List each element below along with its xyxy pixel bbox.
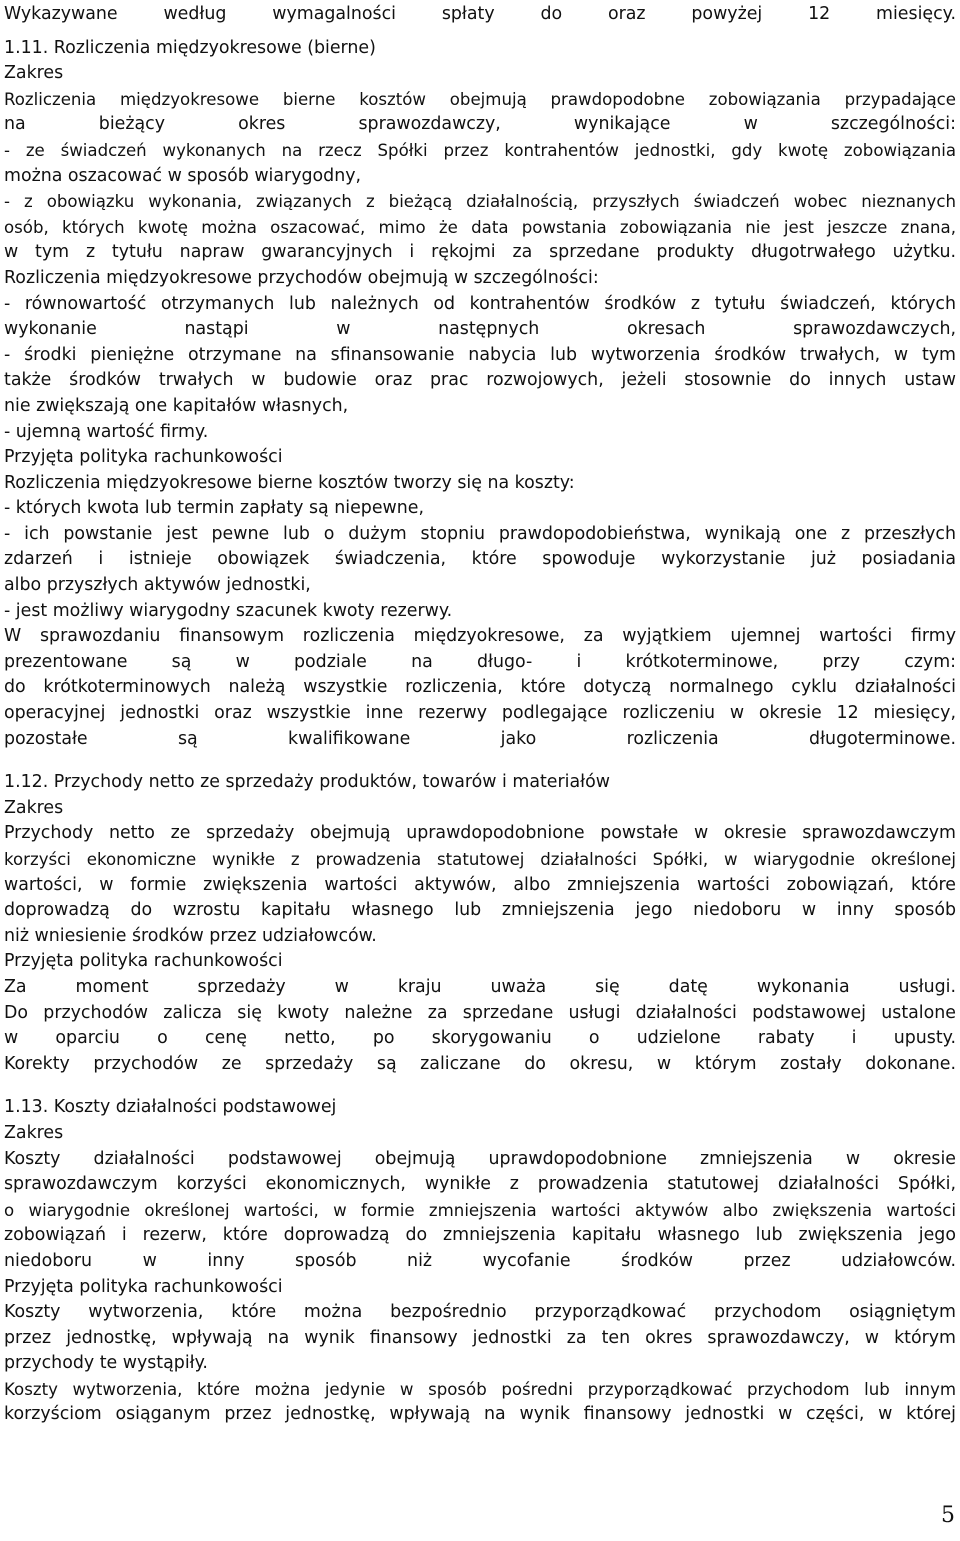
text-line: Wykazywane według wymagalności spłaty do oraz powyżej 12 miesięcy. [4, 4, 956, 24]
subheading-policy: Przyjęta polityka rachunkowości [4, 447, 283, 468]
text-line: albo przyszłych aktywów jednostki, [4, 575, 311, 596]
text-line: wykonanie nastąpi w następnych okresach sprawozdawczych, [4, 319, 956, 340]
text-line: - z obowiązku wykonania, związanych z bieżącą działalnością, przyszłych świadczeń wobec nieznanych [4, 192, 956, 212]
text-line: niż wniesienie środków przez udziałowców. [4, 925, 377, 946]
subheading-policy: Przyjęta polityka rachunkowości [4, 951, 283, 972]
text-line: korzyści ekonomiczne wynikłe z prowadzenia statutowej działalności Spółki, w wiarygodnie określonej [4, 850, 956, 869]
subheading-zakres: Zakres [4, 797, 64, 818]
text-line: pozostałe są kwalifikowane jako rozliczenia długoterminowe. [4, 728, 956, 749]
text-line: prezentowane są w podziale na długo- i krótkoterminowe, przy czym: [4, 651, 956, 672]
text-line: także środków trwałych w budowie oraz prac rozwojowych, jeżeli stosownie do innych ustaw [4, 370, 956, 391]
section-heading: 1.13. Koszty działalności podstawowej [4, 1097, 337, 1118]
text-line: - ich powstanie jest pewne lub o dużym stopniu prawdopodobieństwa, wynikają one z przeszłych [4, 523, 956, 544]
text-line: - ze świadczeń wykonanych na rzecz Spółki przez kontrahentów jednostki, gdy kwotę zobowiązania [4, 140, 956, 160]
text-line: niedoboru w inny sposób niż wycofanie środków przez udziałowców. [4, 1250, 956, 1271]
text-line: nie zwiększają one kapitałów własnych, [4, 395, 349, 416]
text-line: Do przychodów zalicza się kwoty należne za sprzedane usługi działalności podstawowej ustalone [4, 1002, 956, 1023]
text-line: w oparciu o cenę netto, po skorygowaniu o udzielone rabaty i upusty. [4, 1028, 956, 1049]
text-line: zdarzeń i istnieje obowiązek świadczenia, które spowoduje wykorzystanie już posiadania [4, 549, 956, 570]
text-line: - środki pieniężne otrzymane na sfinansowanie nabycia lub wytworzenia środków trwałych, w tym [4, 344, 956, 365]
text-line: Za moment sprzedaży w kraju uważa się datę wykonania usługi. [4, 976, 956, 997]
text-line: Koszty wytworzenia, które można jedynie w sposób pośredni przyporządkować przychodom lub innym [4, 1379, 956, 1399]
text-line: przez jednostkę, wpływają na wynik finansowy jednostki za ten okres sprawozdawczy, w którym [4, 1327, 956, 1348]
text-line: Rozliczenia międzyokresowe bierne kosztów tworzy się na koszty: [4, 472, 575, 493]
text-line: do krótkoterminowych należą wszystkie rozliczenia, które dotyczą normalnego cyklu działalności [4, 677, 956, 698]
text-line: Korekty przychodów ze sprzedaży są zaliczane do okresu, w którym zostały dokonane. [4, 1053, 956, 1074]
text-line: na bieżący okres sprawozdawczy, wynikające w szczególności: [4, 114, 956, 135]
subheading-policy: Przyjęta polityka rachunkowości [4, 1276, 283, 1297]
subheading-zakres: Zakres [4, 63, 64, 84]
text-line: w tym z tytułu napraw gwarancyjnych i rękojmi za sprzedane produkty długotrwałego użytku. [4, 242, 956, 263]
text-line: W sprawozdaniu finansowym rozliczenia międzyokresowe, za wyjątkiem ujemnej wartości firmy [4, 626, 956, 647]
section-heading: 1.12. Przychody netto ze sprzedaży produktów, towarów i materiałów [4, 772, 610, 793]
text-line: - których kwota lub termin zapłaty są niepewne, [4, 498, 424, 519]
text-line: Rozliczenia międzyokresowe przychodów obejmują w szczególności: [4, 267, 599, 288]
text-line: można oszacować w sposób wiarygodny, [4, 165, 362, 186]
page-number: 5 [941, 1503, 955, 1528]
subheading-zakres: Zakres [4, 1122, 64, 1143]
text-line: wartości, w formie zwiększenia wartości aktywów, albo zmniejszenia wartości zobowiązań, które [4, 874, 956, 895]
document-page [4, 2, 956, 1428]
text-line: Rozliczenia międzyokresowe bierne kosztów obejmują prawdopodobne zobowiązania przypadające [4, 89, 956, 109]
section-heading: 1.11. Rozliczenia międzyokresowe (bierne) [4, 37, 376, 58]
text-line: zobowiązań i rezerw, które doprowadzą do zmniejszenia kapitału własnego lub zwiększenia jego [4, 1225, 956, 1246]
text-line: osób, których kwotę można oszacować, mimo że data powstania zobowiązania nie jest jeszcze znana, [4, 217, 956, 237]
text-line: operacyjnej jednostki oraz wszystkie inne rezerwy podlegające rozliczeniu w okresie 12 miesięcy, [4, 703, 956, 724]
text-line: Koszty wytworzenia, które można bezpośrednio przyporządkować przychodom osiągniętym [4, 1302, 956, 1323]
text-line: - ujemną wartość firmy. [4, 421, 209, 442]
text-line: korzyściom osiąganym przez jednostkę, wpływają na wynik finansowy jednostki w części, w której [4, 1404, 956, 1425]
text-line: o wiarygodnie określonej wartości, w formie zmniejszenia wartości aktywów albo zwiększenia wartości [4, 1200, 956, 1220]
text-line: przychody te wystąpiły. [4, 1353, 208, 1374]
text-line: sprawozdawczym korzyści ekonomicznych, wynikłe z prowadzenia statutowej działalności Spółki, [4, 1174, 956, 1195]
text-line: Przychody netto ze sprzedaży obejmują uprawdopodobnione powstałe w okresie sprawozdawczym [4, 823, 956, 844]
text-line: doprowadzą do wzrostu kapitału własnego lub zmniejszenia jego niedoboru w inny sposób [4, 900, 956, 921]
text-line: Koszty działalności podstawowej obejmują uprawdopodobnione zmniejszenia w okresie [4, 1148, 956, 1169]
text-line: - jest możliwy wiarygodny szacunek kwoty rezerwy. [4, 600, 453, 621]
text-line: - równowartość otrzymanych lub należnych od kontrahentów środków z tytułu świadczeń, których [4, 293, 956, 314]
